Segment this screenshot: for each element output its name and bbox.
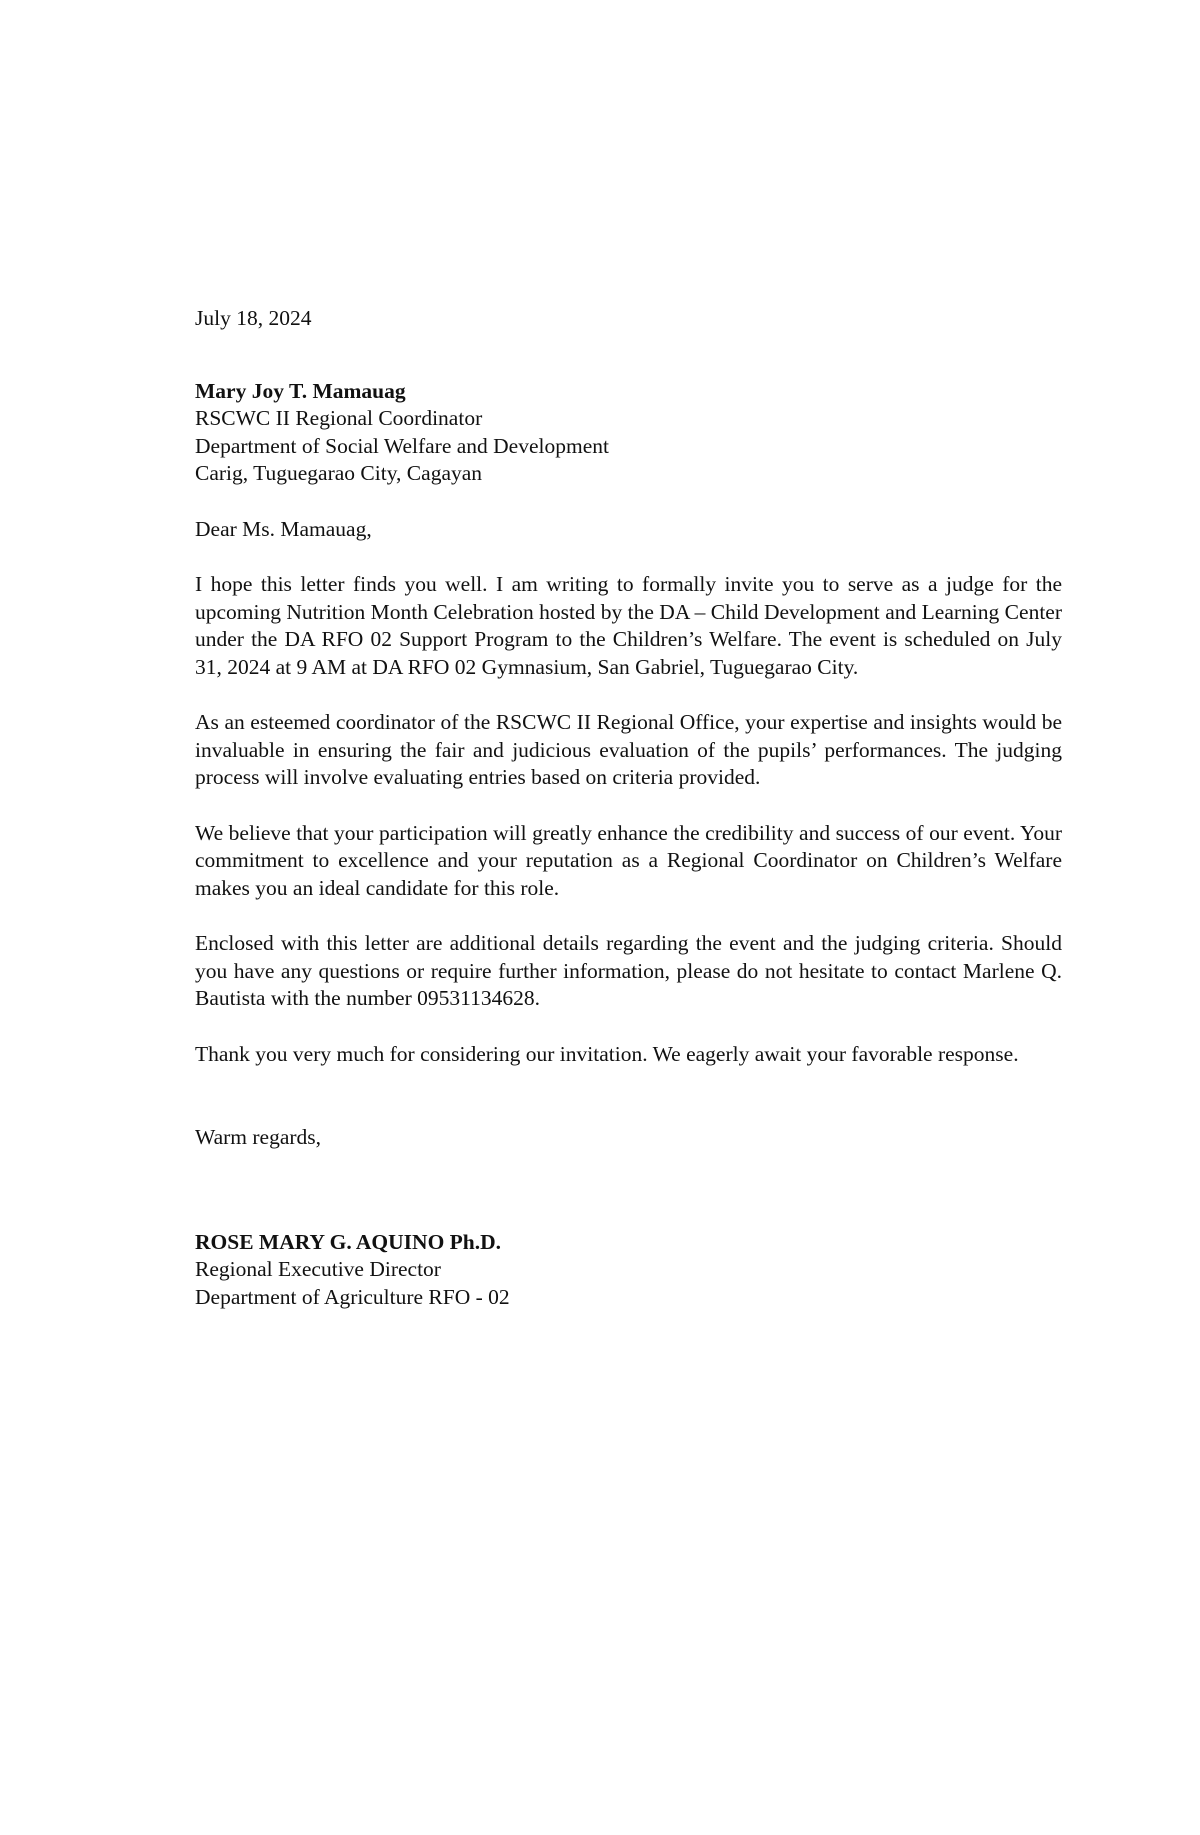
recipient-address: Carig, Tuguegarao City, Cagayan — [195, 461, 483, 485]
recipient-block — [195, 378, 1062, 488]
signatory-name: ROSE MARY G. AQUINO Ph.D. — [195, 1229, 502, 1254]
recipient-organization: Department of Social Welfare and Development — [195, 433, 609, 458]
salutation: Dear Ms. Mamauag, — [195, 516, 372, 541]
paragraph-expertise: As an esteemed coordinator of the RSCWC II Regional Office, your expertise and insights would be invaluable in ensuring the fair and judicious evaluation of the pupils’ performances. The judging process will involve evaluating entries based on criteria provided. — [195, 710, 1062, 789]
letter-body — [195, 305, 1062, 1311]
paragraph-invitation: I hope this letter finds you well. I am writing to formally invite you to serve as a judge for the upcoming Nutrition Month Celebration hosted by the DA – Child Development and Learning Center under the DA RFO 02 Support Program to the Children’s Welfare. The event is scheduled on July 31, 2024 at 9 AM at DA RFO 02 Gymnasium, San Gabriel, Tuguegarao City. — [195, 572, 1062, 679]
paragraph-enclosure: Enclosed with this letter are additional details regarding the event and the judging criteria. Should you have any questions or require further information, please do not hesitate to contact Marlene Q. Bautista with the number 09531134628. — [195, 931, 1062, 1010]
paragraph-participation: We believe that your participation will greatly enhance the credibility and success of our event. Your commitment to excellence and your reputation as a Regional Coordinator on Children’s Welfare makes you an ideal candidate for this role. — [195, 820, 1062, 900]
letter-date: July 18, 2024 — [195, 306, 312, 330]
recipient-title: RSCWC II Regional Coordinator — [195, 406, 483, 430]
closing: Warm regards, — [195, 1125, 322, 1149]
paragraph-thanks: Thank you very much for considering our invitation. We eagerly await your favorable response. — [195, 1041, 1019, 1066]
signature-block — [195, 1229, 1062, 1312]
signatory-title: Regional Executive Director — [195, 1257, 441, 1281]
recipient-name: Mary Joy T. Mamauag — [195, 378, 406, 403]
signatory-organization: Department of Agriculture RFO - 02 — [195, 1284, 510, 1309]
